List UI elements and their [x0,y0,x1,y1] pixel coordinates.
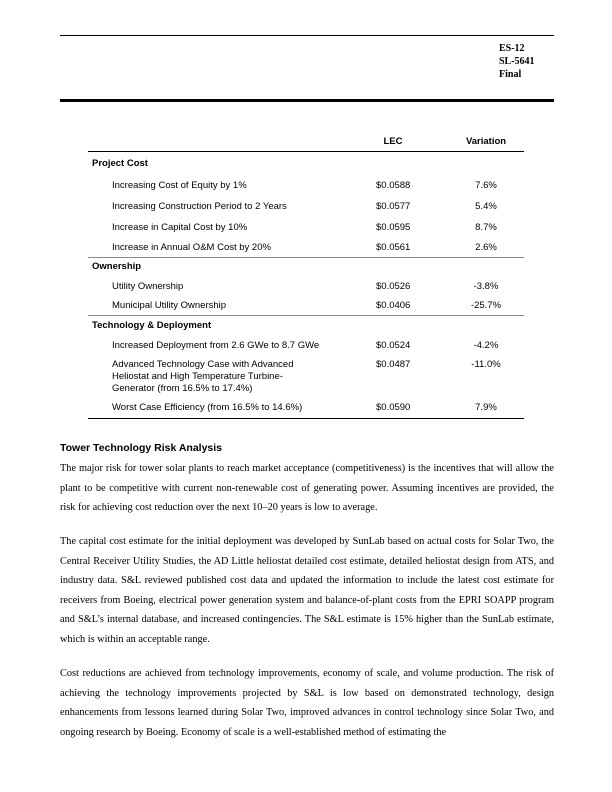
row-variation: -3.8% [473,281,499,292]
row-lec: $0.0487 [376,359,411,370]
section-title-project-cost: Project Cost [92,158,148,169]
row-label-line: Advanced Technology Case with Advanced [112,359,294,370]
row-label: Worst Case Efficiency (from 16.5% to 14.6%) [112,402,303,413]
col-header-variation: Variation [465,136,507,147]
paragraph-1: The major risk for tower solar plants to reach market acceptance (competitiveness) is the incentives that will allow the plant to be competitive with current non-renewable cost of generating power. Assuming incentives are provided, the risk for achieving cost reduction over the next 10–20 years is low to average. [60,463,554,514]
row-label: Increase in Capital Cost by 10% [112,222,248,233]
header-top-rule [60,35,554,36]
header-bottom-rule [60,99,554,102]
row-label: Increase in Annual O&M Cost by 20% [112,242,271,253]
doc-status: Final [499,69,522,80]
row-variation: 7.6% [475,180,497,191]
row-label: Increased Deployment from 2.6 GWe to 8.7 GWe [112,340,320,351]
row-lec: $0.0577 [376,201,411,212]
paragraph-3: Cost reductions are achieved from technology improvements, economy of scale, and volume production. The risk of achieving the technology improvements projected by S&L is low based on demonstrated technology, design enhancements from lessons learned during Solar Two, improved advances in control technology since Solar Two, and ongoing research by Boeing. Economy of scale is a well-established method of estimating the [60,668,554,738]
row-label-multiline [112,359,294,395]
row-lec: $0.0590 [376,402,411,413]
table-bottom-rule [88,418,524,419]
report-number: SL-5641 [499,56,535,67]
table-header-rule [88,151,524,152]
section-divider [88,257,524,258]
document-id-block [499,42,559,81]
row-variation: 2.6% [475,242,497,253]
row-label: Municipal Utility Ownership [112,300,227,311]
section-title-technology-deployment: Technology & Deployment [92,320,212,331]
section-heading: Tower Technology Risk Analysis [60,442,223,454]
section-divider [88,315,524,316]
row-variation: -11.0% [471,359,501,370]
row-lec: $0.0526 [376,281,411,292]
row-variation: 8.7% [475,222,497,233]
col-header-lec: LEC [383,136,403,147]
row-lec: $0.0588 [376,180,411,191]
row-lec: $0.0524 [376,340,411,351]
row-lec: $0.0406 [376,300,411,311]
row-label: Increasing Construction Period to 2 Years [112,201,287,212]
row-lec: $0.0561 [376,242,411,253]
section-title-ownership: Ownership [92,261,142,272]
row-variation: 7.9% [475,402,497,413]
row-variation: 5.4% [475,201,497,212]
row-lec: $0.0595 [376,222,411,233]
doc-code: ES-12 [499,43,525,54]
row-label: Utility Ownership [112,281,184,292]
paragraph-2: The capital cost estimate for the initial deployment was developed by SunLab based on actual costs for Solar Two, the Central Receiver Utility Studies, the AD Little heliostat detailed cost estimate, detailed heliostat design from ATS, and industry data. S&L reviewed published cost data and updated the information to include the latest cost estimate for receivers from Boeing, electrical power generation system and balance-of-plant costs from the EPRI SOAPP program and S&L’s internal database, and increased contingencies. The S&L estimate is 15% higher than the SunLab estimate, which is within an acceptable range. [60,536,554,645]
row-label-line: Heliostat and High Temperature Turbine- [112,371,283,382]
row-variation: -25.7% [470,300,502,311]
row-label-line: Generator (from 16.5% to 17.4%) [112,383,253,394]
row-label: Increasing Cost of Equity by 1% [112,180,247,191]
row-variation: -4.2% [473,340,499,351]
